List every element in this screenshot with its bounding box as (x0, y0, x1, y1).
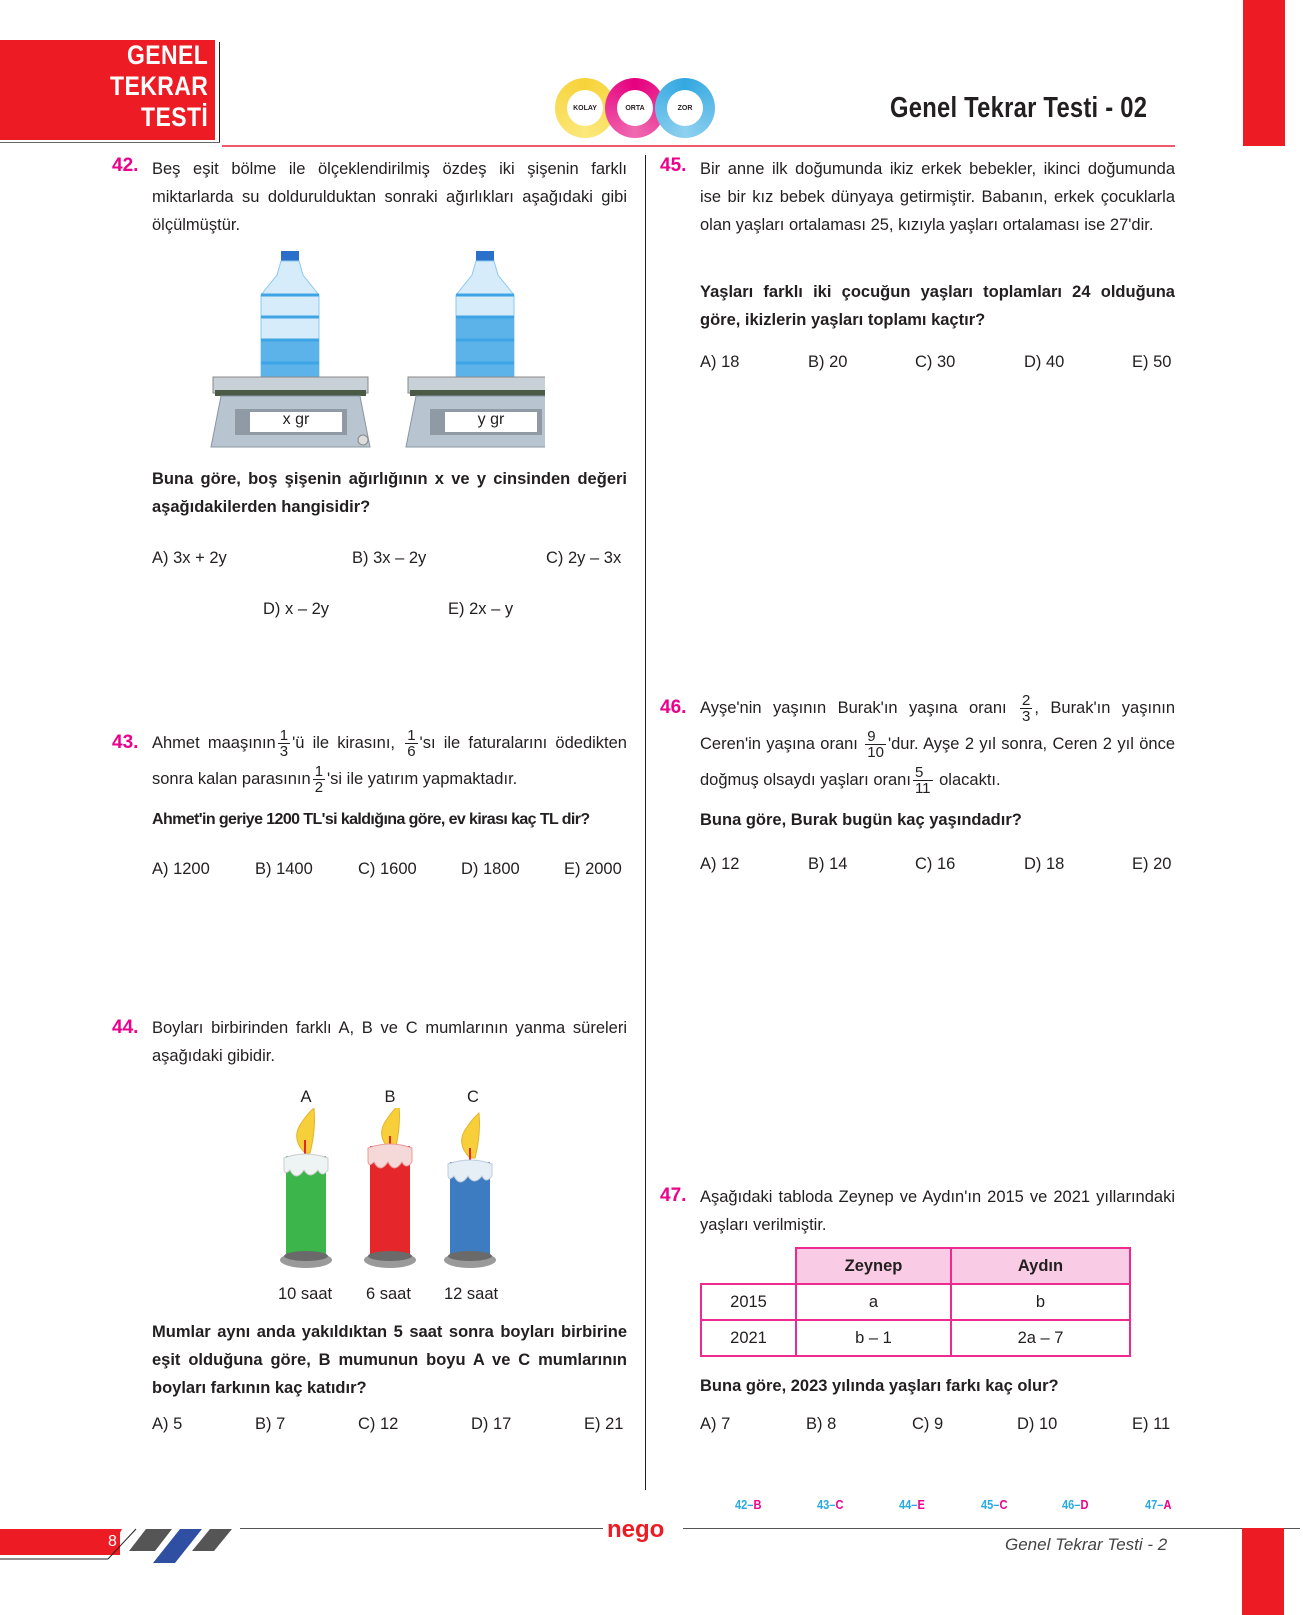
question-text (152, 725, 627, 797)
question-prompt: Buna göre, Burak bugün kaç yaşındadır? (700, 811, 1022, 829)
question-number: 43. (112, 732, 139, 753)
fraction: $\frac{1}{2}$ (314, 763, 324, 797)
candle-time-b: 6 saat (366, 1285, 411, 1303)
question-number: 42. (112, 155, 139, 176)
badge-line: TEKRAR (110, 71, 209, 101)
answer-key-item: 45–C (981, 1497, 1008, 1512)
candle-label-c: C (467, 1088, 479, 1106)
table-header-cell: Zeynep (796, 1248, 951, 1284)
answer-key-item: 44–E (899, 1497, 925, 1512)
text-segment: 'ü ile kirasını, (292, 734, 396, 752)
option-b[interactable]: B) 3x – 2y (352, 549, 427, 567)
question-text: Aşağıdaki tabloda Zeynep ve Aydın'ın 2015 ve 2021 yıllarındaki yaşları verilmiştir. (700, 1188, 1175, 1234)
question-text (700, 690, 1175, 798)
question-prompt: Mumlar aynı anda yakıldıktan 5 saat sonra boyları birbirine eşit olduğuna göre, B mumunun boyu A ve C mumlarının boyları farkının kaç katıdır? (152, 1323, 627, 1397)
table-header-cell (701, 1248, 796, 1284)
text-segment: 'dur. Ayşe 2 yıl sonra, Ceren 2 yıl önce doğmuş olsaydı yaşları oranı (700, 735, 1176, 789)
candle-time-c: 12 saat (444, 1285, 499, 1303)
scale-readout-y: y gr (477, 411, 505, 428)
option-b[interactable]: B) 1400 (255, 860, 313, 878)
candles-figure (270, 1108, 520, 1278)
fraction: $\frac{1}{3}$ (279, 727, 289, 761)
table-cell: a (796, 1284, 951, 1320)
option-d[interactable]: D) 40 (1024, 353, 1065, 371)
text-segment: olacaktı. (939, 771, 1001, 789)
question-number: 44. (112, 1017, 139, 1038)
option-d[interactable]: D) 18 (1024, 855, 1065, 873)
candle-c-icon (444, 1113, 496, 1268)
option-c[interactable]: C) 16 (915, 855, 956, 873)
badge-line: TESTİ (141, 102, 209, 132)
question-number: 46. (660, 697, 687, 718)
footer-red-tab (1242, 1528, 1284, 1615)
footer-stripes (0, 1527, 240, 1567)
table-cell: 2021 (701, 1320, 796, 1356)
option-a[interactable]: A) 5 (152, 1415, 183, 1433)
question-text: Beş eşit bölme ile ölçeklendirilmiş özdeş iki şişenin farklı miktarlarda su doldurulduktan sonraki ağırlıkları aşağıdaki gibi ölçülmüştür. (152, 160, 627, 234)
answer-key-item: 43–C (817, 1497, 844, 1512)
text-segment: Ayşe'nin yaşının Burak'ın yaşına oranı (700, 699, 1007, 717)
header-rule-left (0, 142, 220, 143)
table-row (701, 1320, 1130, 1356)
question-prompt: Buna göre, boş şişenin ağırlığının x ve y cinsinden değeri aşağıdakilerden hangisidir? (152, 470, 627, 516)
candle-a-icon (280, 1108, 332, 1268)
option-c[interactable]: C) 9 (912, 1415, 944, 1433)
option-c[interactable]: C) 2y – 3x (546, 549, 622, 567)
header-red-tab (1243, 0, 1285, 146)
question-prompt: Yaşları farklı iki çocuğun yaşları toplamları 24 olduğuna göre, ikizlerin yaşları toplamı kaçtır? (700, 283, 1175, 329)
text-segment: 'sı ile faturalarını ödedikten sonra kalan parasının (152, 734, 627, 788)
option-a[interactable]: A) 18 (700, 353, 740, 371)
text-segment: , Burak'ın yaşının Ceren'in yaşına oranı (700, 699, 1176, 753)
option-e[interactable]: E) 2000 (564, 860, 622, 878)
difficulty-zor-icon (655, 78, 715, 138)
option-c[interactable]: C) 30 (915, 353, 956, 371)
ages-table (700, 1247, 1131, 1357)
option-a[interactable]: A) 1200 (152, 860, 210, 878)
header-rule-right (222, 145, 1175, 147)
question-text: Boyları birbirinden farklı A, B ve C mumlarının yanma süreleri aşağıdaki gibidir. (152, 1019, 627, 1065)
test-type-badge (0, 40, 215, 140)
table-header-row (701, 1248, 1130, 1284)
candle-label-a: A (300, 1088, 312, 1106)
option-e[interactable]: E) 11 (1132, 1415, 1171, 1433)
candle-label-b: B (384, 1088, 396, 1106)
table-cell: b (951, 1284, 1130, 1320)
answer-key-item: 47–A (1145, 1497, 1172, 1512)
fraction: $\frac{5}{11}$ (914, 764, 931, 798)
badge-line: GENEL (127, 40, 209, 70)
option-b[interactable]: B) 7 (255, 1415, 286, 1433)
table-cell: b – 1 (796, 1320, 951, 1356)
table-cell: 2a – 7 (951, 1320, 1130, 1356)
publisher-logo (603, 1515, 683, 1545)
answer-key-item: 42–B (735, 1497, 762, 1512)
option-e[interactable]: E) 2x – y (448, 600, 514, 618)
page-title: Genel Tekrar Testi - 02 (890, 92, 1148, 124)
option-e[interactable]: E) 21 (584, 1415, 624, 1433)
option-c[interactable]: C) 12 (358, 1415, 399, 1433)
option-c[interactable]: C) 1600 (358, 860, 417, 878)
table-header-cell: Aydın (951, 1248, 1130, 1284)
option-b[interactable]: B) 8 (806, 1415, 837, 1433)
scale-readout-x: x gr (282, 411, 310, 428)
option-e[interactable]: E) 20 (1132, 855, 1172, 873)
candle-b-icon (364, 1108, 416, 1268)
option-d[interactable]: D) 1800 (461, 860, 520, 878)
nego-logo-icon (603, 1515, 683, 1545)
option-a[interactable]: A) 12 (700, 855, 740, 873)
question-number: 47. (660, 1185, 687, 1206)
question-number: 45. (660, 155, 687, 176)
option-b[interactable]: B) 20 (808, 353, 848, 371)
text-segment: Ahmet maaşının (152, 734, 276, 752)
fraction: $\frac{1}{6}$ (407, 727, 416, 761)
option-d[interactable]: D) x – 2y (263, 600, 330, 618)
difficulty-label: ZOR (667, 90, 703, 126)
fraction: $\frac{9}{10}$ (867, 728, 884, 762)
footer-title: Genel Tekrar Testi - 2 (1005, 1535, 1168, 1554)
difficulty-label: KOLAY (567, 90, 603, 126)
option-d[interactable]: D) 17 (471, 1415, 512, 1433)
option-d[interactable]: D) 10 (1017, 1415, 1058, 1433)
bottle-icon (261, 251, 319, 389)
table-row (701, 1284, 1130, 1320)
answer-key-item: 46–D (1062, 1497, 1089, 1512)
fraction: $\frac{2}{3}$ (1022, 692, 1031, 726)
candle-time-a: 10 saat (278, 1285, 333, 1303)
option-b[interactable]: B) 14 (808, 855, 848, 873)
page-number: 8 (108, 1533, 117, 1550)
difficulty-label: ORTA (617, 90, 653, 126)
question-prompt: Buna göre, 2023 yılında yaşları farkı kaç olur? (700, 1377, 1059, 1395)
header-divider (219, 42, 220, 142)
option-a[interactable]: A) 7 (700, 1415, 731, 1433)
bottle-icon (456, 251, 514, 389)
column-divider (645, 155, 646, 1490)
question-prompt: Ahmet'in geriye 1200 TL'si kaldığına göre, ev kirası kaç TL dir? (152, 811, 590, 828)
svg-text:nego: nego (607, 1516, 665, 1543)
table-cell: 2015 (701, 1284, 796, 1320)
option-a[interactable]: A) 3x + 2y (152, 549, 227, 567)
text-segment: 'si ile yatırım yapmaktadır. (327, 770, 518, 788)
option-e[interactable]: E) 50 (1132, 353, 1172, 371)
footer-rule (240, 1528, 1300, 1529)
question-text: Bir anne ilk doğumunda ikiz erkek bebekler, ikinci doğumunda ise bir kız bebek dünyaya getirmiştir. Babanın, erkek çocuklarla olan yaşları ortalaması 25, kızıyla yaşları ortalaması ise 27'dir. (700, 160, 1175, 234)
